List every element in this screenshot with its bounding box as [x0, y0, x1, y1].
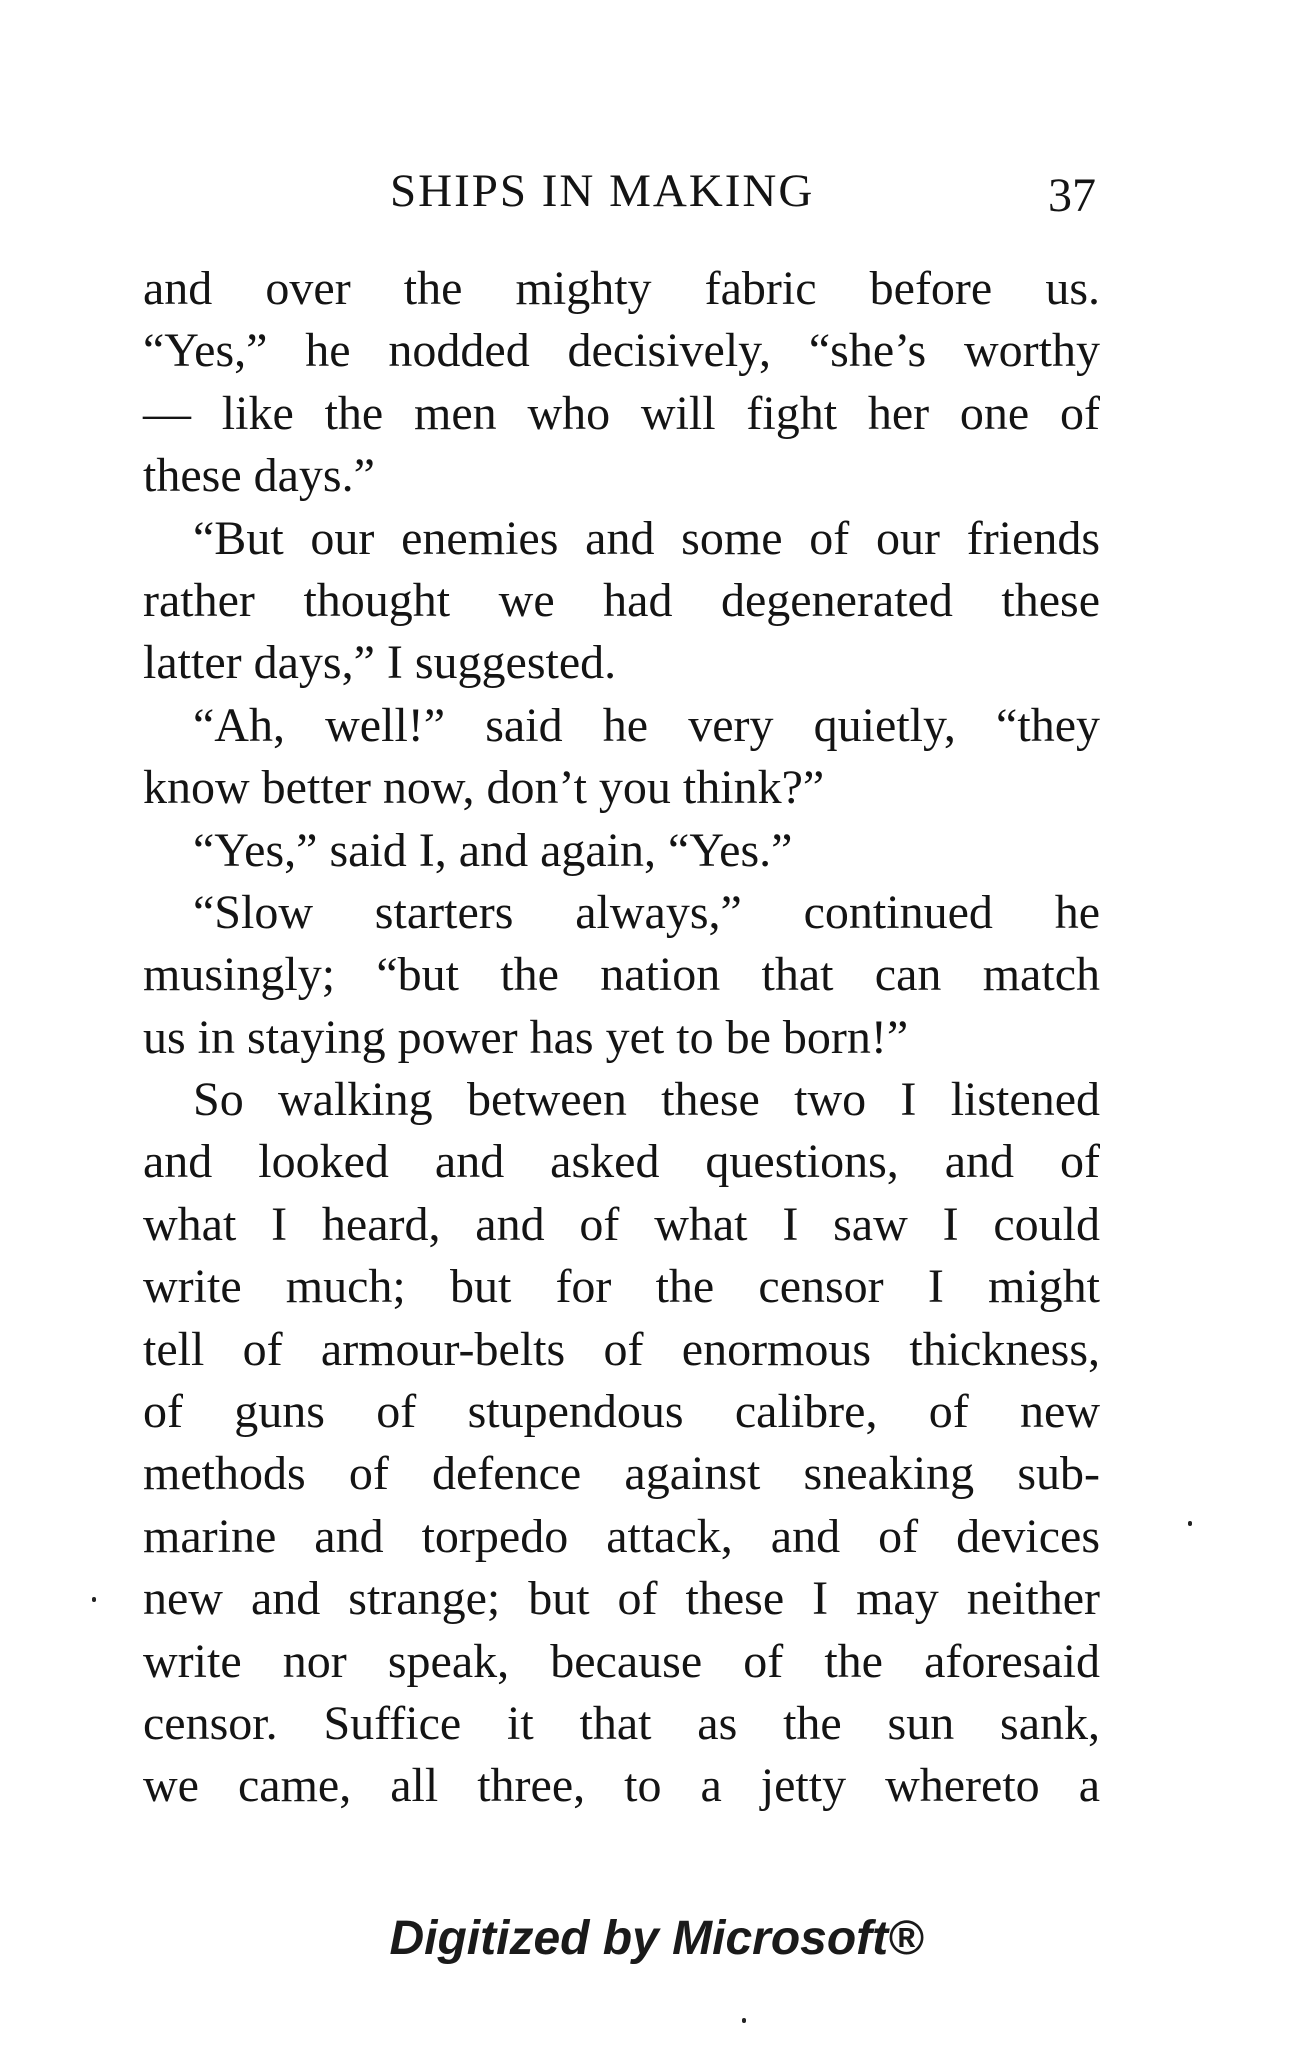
text-line: write nor speak, because of the aforesaid	[143, 1634, 1100, 1688]
text-line: new and strange; but of these I may neither	[143, 1572, 1100, 1626]
scan-speck	[742, 2018, 746, 2023]
text-line: So walking between these two I listened	[193, 1073, 1100, 1127]
page-number: 37	[1048, 169, 1096, 222]
text-line: tell of armour-belts of enormous thickness,	[143, 1322, 1100, 1376]
text-line: musingly; “but the nation that can match	[143, 948, 1100, 1002]
text-line: what I heard, and of what I saw I could	[143, 1197, 1100, 1251]
running-title: SHIPS IN MAKING	[390, 165, 815, 217]
text-line: “Yes,” said I, and again, “Yes.”	[193, 823, 793, 877]
text-line: latter days,” I suggested.	[143, 636, 617, 690]
scan-speck	[92, 1597, 96, 1602]
text-line: rather thought we had degenerated these	[143, 573, 1100, 627]
text-line: of guns of stupendous calibre, of new	[143, 1385, 1100, 1439]
text-line: marine and torpedo attack, and of devices	[143, 1509, 1100, 1563]
text-line: we came, all three, to a jetty whereto a	[143, 1759, 1100, 1813]
text-line: “Ah, well!” said he very quietly, “they	[193, 698, 1100, 752]
text-line: and looked and asked questions, and of	[143, 1135, 1100, 1189]
scan-speck	[1188, 1521, 1192, 1526]
digitization-watermark: Digitized by Microsoft®	[389, 1912, 924, 1965]
text-line: — like the men who will fight her one of	[143, 386, 1100, 440]
text-line: “Slow starters always,” continued he	[193, 885, 1100, 939]
text-line: censor. Suffice it that as the sun sank,	[143, 1696, 1100, 1750]
text-line: “But our enemies and some of our friends	[193, 511, 1100, 565]
text-line: “Yes,” he nodded decisively, “she’s worthy	[143, 324, 1100, 378]
text-line: these days.”	[143, 449, 375, 503]
text-line: know better now, don’t you think?”	[143, 761, 825, 815]
text-line: and over the mighty fabric before us.	[143, 262, 1100, 315]
text-line: methods of defence against sneaking sub-	[143, 1447, 1100, 1501]
text-line: write much; but for the censor I might	[143, 1260, 1100, 1314]
body-text	[143, 258, 1100, 1818]
text-line: us in staying power has yet to be born!”	[143, 1010, 909, 1064]
